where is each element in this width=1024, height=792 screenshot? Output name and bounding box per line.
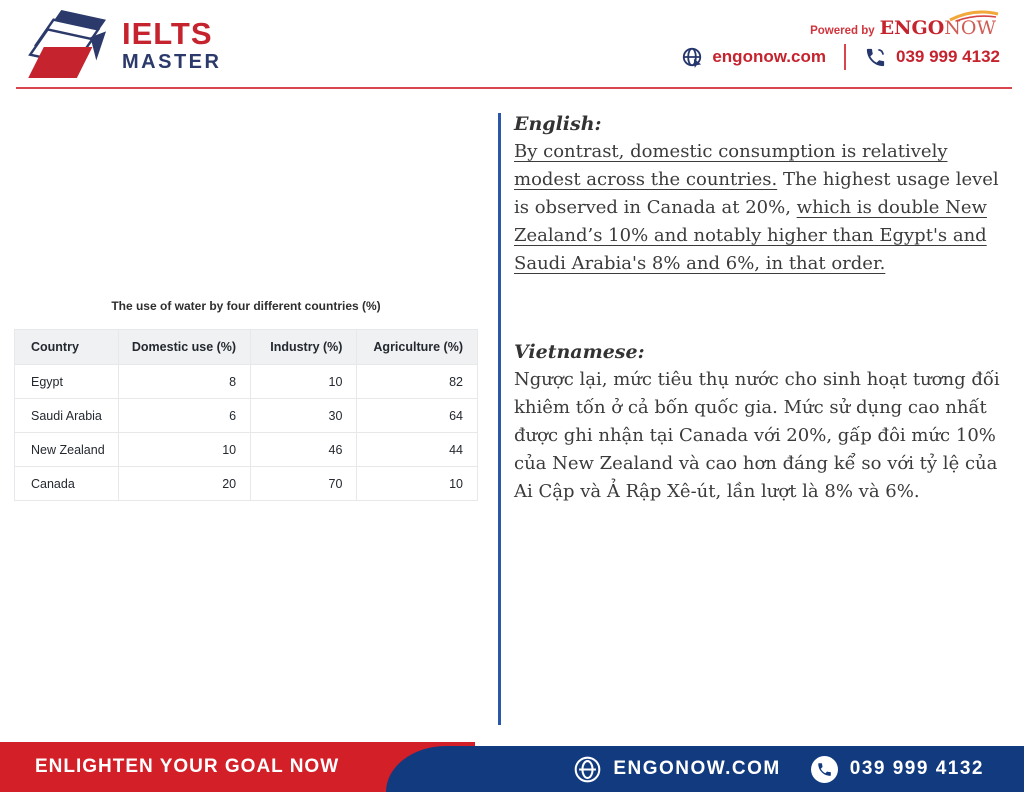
table-header-row (15, 330, 478, 365)
cell-agriculture: 44 (357, 433, 478, 467)
table-title: The use of water by four different countries (%) (111, 299, 381, 313)
table-row (15, 365, 478, 399)
english-label: English: (514, 113, 602, 135)
cell-country: Saudi Arabia (15, 399, 119, 433)
cell-industry: 10 (251, 365, 357, 399)
col-header-country: Country (15, 330, 119, 365)
vietnamese-paragraph: Ngược lại, mức tiêu thụ nước cho sinh hoạt tương đối khiêm tốn ở cả bốn quốc gia. Mức sử dụng cao nhất được ghi nhận tại Canada với 20%, gấp đôi mức 10% của New Zealand và cao hơn đáng kể so với tỷ lệ của Ai Cập và Ả Rập Xê-út, lần lượt là 8% và 6%. (514, 369, 1000, 502)
cell-agriculture: 82 (357, 365, 478, 399)
footer-phone: 039 999 4132 (849, 758, 984, 779)
cell-domestic: 10 (119, 433, 251, 467)
cell-industry: 46 (251, 433, 357, 467)
footer-phone-item (811, 756, 984, 783)
footer-blue-band (386, 746, 1024, 792)
footer-website: ENGONOW.COM (613, 758, 781, 779)
cell-agriculture: 10 (357, 467, 478, 501)
col-header-agriculture: Agriculture (%) (357, 330, 478, 365)
english-paragraph (514, 138, 1014, 278)
table-row (15, 399, 478, 433)
cell-domestic: 20 (119, 467, 251, 501)
english-segment: The highest usage level is observed in Canada at 20%, (514, 169, 999, 218)
engonow-brand-bold: ENGO (879, 17, 945, 39)
logo-line1: IELTS (122, 16, 213, 51)
globe-icon (681, 46, 703, 68)
col-header-industry: Industry (%) (251, 330, 357, 365)
header-divider-line (16, 87, 1012, 89)
header-website: engonow.com (712, 47, 826, 66)
english-segment-underlined: By contrast, domestic consumption is relatively modest across the countries. (514, 141, 948, 190)
english-block (514, 110, 1014, 278)
english-segment-underlined: which is double New Zealand’s 10% and notably higher than Egypt's and Saudi Arabia's 8% and 6%, in that order. (514, 197, 987, 274)
phone-icon (864, 46, 887, 69)
logo-line2: MASTER (122, 51, 222, 73)
cell-agriculture: 64 (357, 399, 478, 433)
cell-domestic: 6 (119, 399, 251, 433)
cell-industry: 30 (251, 399, 357, 433)
globe-circle-icon (574, 756, 601, 783)
logo-text (122, 18, 221, 72)
swoosh-icon (948, 8, 1000, 22)
cell-country: Egypt (15, 365, 119, 399)
cell-country: Canada (15, 467, 119, 501)
engonow-brand-light: NOW (944, 17, 996, 39)
header-phone: 039 999 4132 (896, 47, 1000, 66)
powered-by-prefix: Powered by (810, 25, 875, 37)
footer-website-item (574, 756, 780, 783)
vertical-accent-line (498, 113, 501, 725)
water-use-table (14, 329, 478, 501)
cell-country: New Zealand (15, 433, 119, 467)
col-header-domestic: Domestic use (%) (119, 330, 251, 365)
header-contact-bar (681, 44, 1000, 70)
table-row (15, 433, 478, 467)
cell-domestic: 8 (119, 365, 251, 399)
phone-circle-icon (811, 756, 838, 783)
ielts-master-logo (28, 10, 221, 80)
vietnamese-block (514, 338, 1014, 506)
footer-slogan: ENLIGHTEN YOUR GOAL NOW (35, 756, 340, 777)
vietnamese-label: Vietnamese: (514, 341, 645, 363)
contact-divider (844, 44, 846, 70)
table-row (15, 467, 478, 501)
cell-industry: 70 (251, 467, 357, 501)
book-stack-logo-icon (28, 10, 114, 80)
